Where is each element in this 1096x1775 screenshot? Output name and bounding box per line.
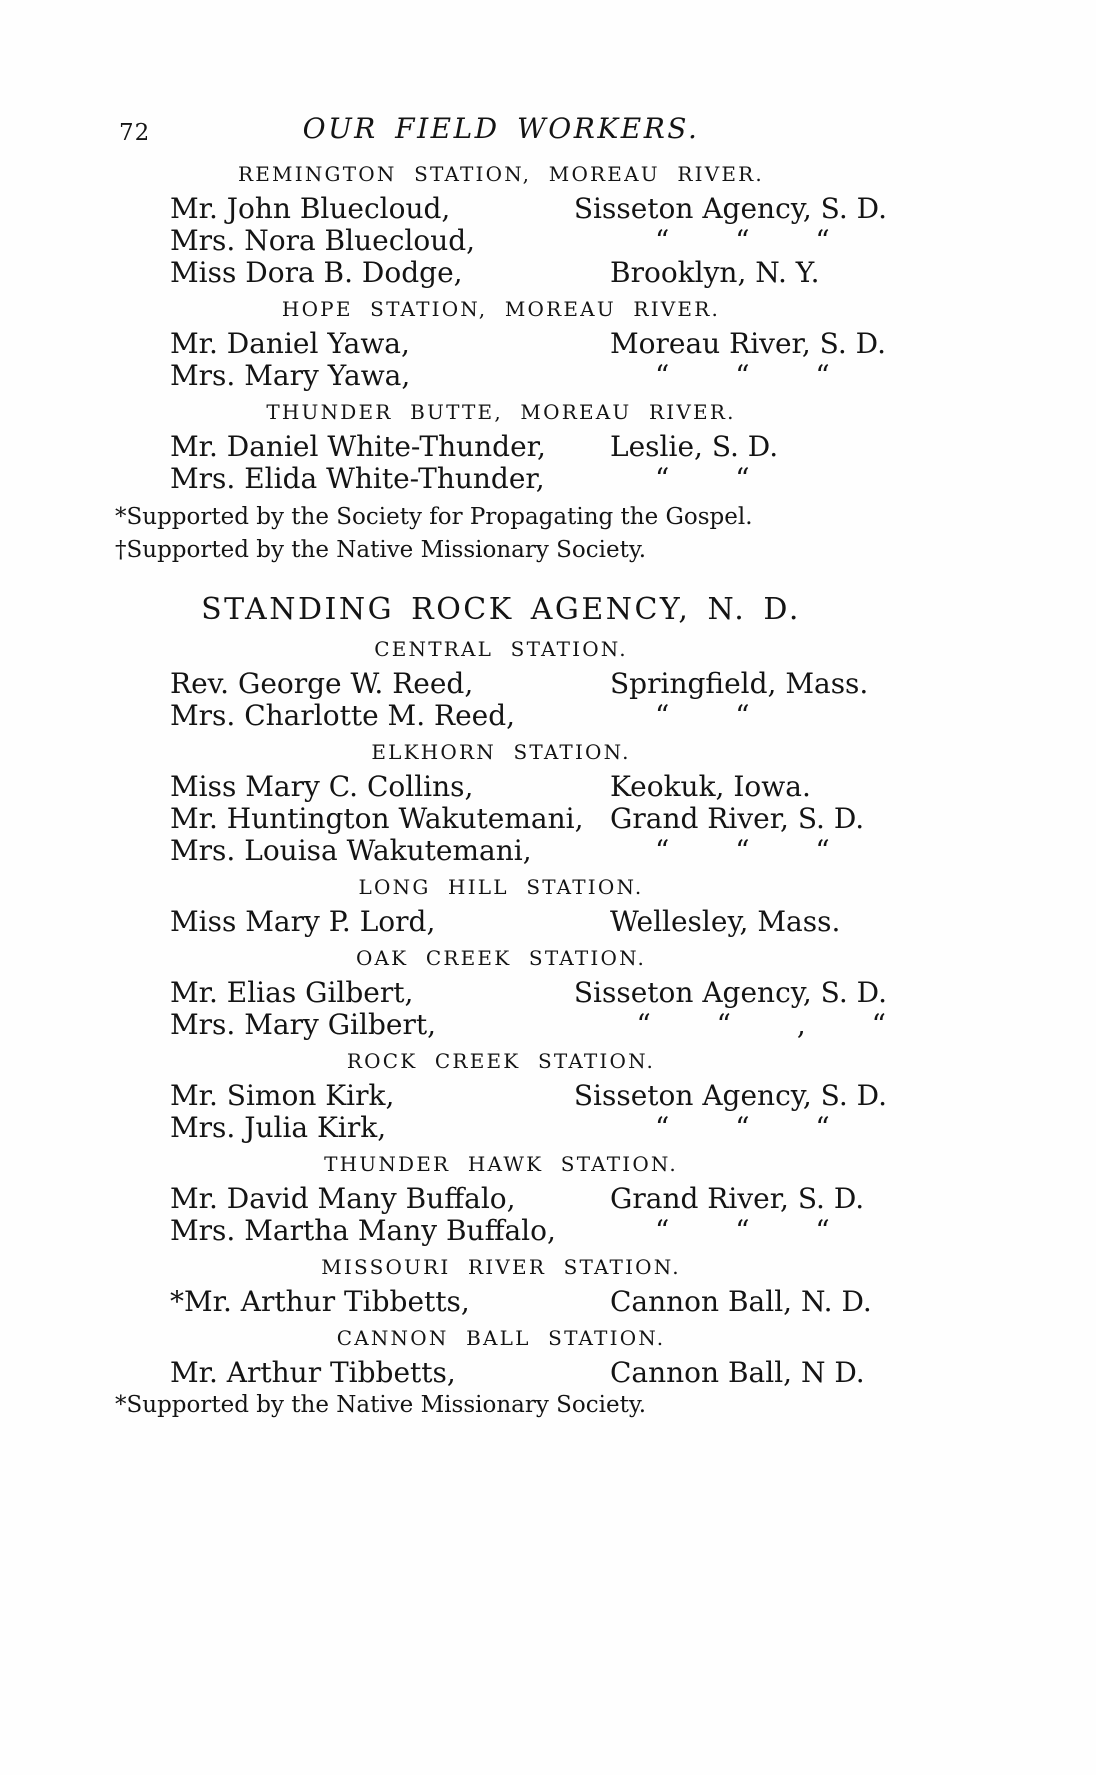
station-heading-remington: REMINGTON STATION, MOREAU RIVER.: [238, 162, 764, 186]
worker-location: Moreau River, S. D.: [610, 327, 886, 360]
footnotes-block: [115, 503, 887, 565]
worker-row: [115, 977, 887, 1009]
worker-location: Wellesley, Mass.: [610, 905, 841, 938]
worker-row: [115, 193, 887, 225]
worker-name: Mrs. Louisa Wakutemani,: [170, 834, 532, 867]
worker-row: [115, 1080, 887, 1112]
worker-row: [115, 700, 887, 732]
ditto-marks: “ “ “: [655, 359, 831, 392]
worker-name: Mrs. Mary Gilbert,: [170, 1008, 436, 1041]
worker-row: [115, 431, 887, 463]
worker-row: [115, 1183, 887, 1215]
worker-name: Mr. John Bluecloud,: [170, 192, 451, 225]
station-heading-rock-creek: ROCK CREEK STATION.: [346, 1049, 656, 1073]
worker-row: [115, 1009, 887, 1041]
station-heading-missouri-river: MISSOURI RIVER STATION.: [321, 1255, 681, 1279]
worker-name: Mrs. Charlotte M. Reed,: [170, 699, 516, 732]
worker-row: [115, 1357, 887, 1389]
station-heading-oak-creek: OAK CREEK STATION.: [355, 946, 647, 970]
worker-row: [115, 328, 887, 360]
page-number: 72: [119, 120, 151, 146]
worker-name: Mr. Huntington Wakutemani,: [170, 802, 584, 835]
station-heading-hope: HOPE STATION, MOREAU RIVER.: [281, 297, 721, 321]
worker-name: Mrs. Elida White-Thunder,: [170, 462, 545, 495]
worker-row: [115, 1112, 887, 1144]
worker-location: Cannon Ball, N. D.: [610, 1285, 872, 1318]
worker-row: [115, 835, 887, 867]
ditto-marks: “ “ “: [655, 834, 831, 867]
agency-heading-standing-rock: STANDING ROCK AGENCY, N. D.: [201, 592, 801, 627]
footnote-line: *Supported by the Native Missionary Society.: [115, 1392, 647, 1418]
ditto-marks: “ “: [655, 699, 751, 732]
worker-location: Brooklyn, N. Y.: [610, 256, 820, 289]
worker-row: [115, 463, 887, 495]
ditto-marks: “ “ “: [655, 1214, 831, 1247]
page-content: [115, 112, 887, 1420]
ditto-marks: “ “: [655, 462, 751, 495]
worker-row: [115, 360, 887, 392]
worker-location: Leslie, S. D.: [610, 430, 779, 463]
worker-name: Mr. Daniel White-Thunder,: [170, 430, 546, 463]
worker-name: Mrs. Julia Kirk,: [170, 1111, 387, 1144]
worker-name: *Mr. Arthur Tibbetts,: [170, 1285, 470, 1318]
worker-name: Mr. Arthur Tibbetts,: [170, 1356, 456, 1389]
worker-name: Mr. David Many Buffalo,: [170, 1182, 516, 1215]
worker-row: [115, 225, 887, 257]
worker-location: Sisseton Agency, S. D.: [573, 1079, 887, 1112]
worker-name: Mrs. Martha Many Buffalo,: [170, 1214, 556, 1247]
worker-location: Springfield, Mass.: [610, 667, 869, 700]
footnote-line: †Supported by the Native Missionary Society.: [115, 537, 647, 563]
ditto-marks: “ “ “: [655, 224, 831, 257]
page-header: [115, 112, 887, 154]
ditto-marks: “ “ , “: [636, 1008, 887, 1041]
worker-location: Grand River, S. D.: [610, 1182, 865, 1215]
worker-row: [115, 906, 887, 938]
worker-row: [115, 1286, 887, 1318]
station-heading-long-hill: LONG HILL STATION.: [358, 875, 644, 899]
worker-row: [115, 257, 887, 289]
station-heading-central: CENTRAL STATION.: [374, 637, 628, 661]
worker-location: Sisseton Agency, S. D.: [573, 976, 887, 1009]
worker-name: Mr. Elias Gilbert,: [170, 976, 414, 1009]
footnotes-block: [115, 1391, 887, 1420]
worker-location: Grand River, S. D.: [610, 802, 865, 835]
station-heading-thunder-butte: THUNDER BUTTE, MOREAU RIVER.: [266, 400, 736, 424]
worker-name: Mr. Simon Kirk,: [170, 1079, 395, 1112]
worker-name: Mrs. Nora Bluecloud,: [170, 224, 476, 257]
worker-location: Sisseton Agency, S. D.: [573, 192, 887, 225]
page-title: OUR FIELD WORKERS.: [302, 112, 700, 145]
worker-name: Miss Dora B. Dodge,: [170, 256, 463, 289]
worker-row: [115, 803, 887, 835]
worker-name: Miss Mary C. Collins,: [170, 770, 474, 803]
station-heading-cannon-ball: CANNON BALL STATION.: [336, 1326, 666, 1350]
station-heading-elkhorn: ELKHORN STATION.: [371, 740, 631, 764]
worker-location: Cannon Ball, N D.: [610, 1356, 865, 1389]
worker-name: Rev. George W. Reed,: [170, 667, 474, 700]
worker-location: Keokuk, Iowa.: [610, 770, 811, 803]
worker-row: [115, 668, 887, 700]
footnote-line: *Supported by the Society for Propagating the Gospel.: [115, 504, 753, 530]
ditto-marks: “ “ “: [655, 1111, 831, 1144]
worker-name: Mrs. Mary Yawa,: [170, 359, 411, 392]
worker-row: [115, 771, 887, 803]
worker-name: Miss Mary P. Lord,: [170, 905, 436, 938]
worker-row: [115, 1215, 887, 1247]
station-heading-thunder-hawk: THUNDER HAWK STATION.: [324, 1152, 678, 1176]
worker-name: Mr. Daniel Yawa,: [170, 327, 410, 360]
